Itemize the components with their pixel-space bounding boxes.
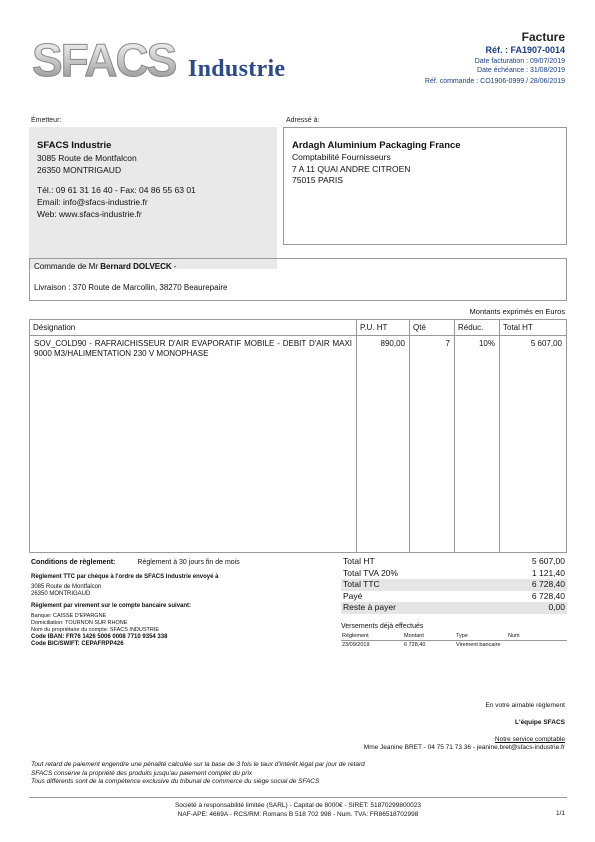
conditions-label: Conditions de règlement:: [31, 559, 116, 566]
order-box: [29, 258, 567, 301]
total-ht-row: [341, 556, 567, 568]
payments-title: Versements déjà effectués: [341, 623, 424, 630]
cheque-address-2: 26350 MONTRIGAUD: [31, 591, 91, 597]
col-unit-price: P.U. HT: [357, 320, 410, 336]
sender-web: Web: www.sfacs-industrie.fr: [37, 209, 142, 219]
payments-header: [341, 633, 567, 641]
remaining-row: [341, 602, 567, 614]
legal-line-2: SFACS conserve la propriété des produits jusqu'au paiement complet du prix: [31, 769, 253, 777]
closing-line: En votre aimable règlement: [485, 702, 565, 709]
invoice-ref: Réf. : FA1907-0014: [485, 45, 565, 55]
company-footer: [29, 797, 567, 819]
account-owner: Nom du propriétaire du compte: SFACS INDUSTRIE: [31, 627, 160, 633]
payments-col-date: Règlement: [342, 633, 369, 639]
sfacs-logo: [30, 34, 190, 84]
payments-col-amount: Montant: [404, 633, 424, 639]
order-suffix: -: [171, 262, 177, 271]
legal-line-3: Tous différents sont de la compétence exclusive du tribunal de commerce du siège social de SFACS: [31, 778, 320, 785]
recipient-line-3: 75015 PARIS: [292, 175, 343, 185]
col-total: Total HT: [500, 320, 567, 336]
recipient-name: Ardagh Aluminium Packaging France: [292, 140, 461, 151]
logo-industrie: Industrie: [188, 56, 286, 82]
team-name: L'équipe SFACS: [515, 719, 565, 726]
page-number: 1/1: [555, 810, 565, 817]
bank-domiciliation: Domiciliation: TOURNON SUR RHONE: [31, 620, 128, 626]
table-row: [341, 641, 567, 648]
iban: Code IBAN: FR76 1426 5006 0008 7710 9354 338: [31, 634, 168, 640]
total-ht-value: 5 607,00: [531, 556, 565, 566]
paid-value: 6 728,40: [531, 590, 565, 601]
total-tva-label: Total TVA 20%: [343, 567, 398, 578]
table-header-row: [30, 320, 567, 336]
recipient-line-2: 7 A 11 QUAI ANDRE CITROEN: [292, 163, 411, 174]
recipient-box: [283, 127, 567, 245]
table-row: [30, 336, 567, 553]
sender-email: Email: info@sfacs-industrie.fr: [37, 197, 148, 207]
sender-address-2: 26350 MONTRIGAUD: [37, 165, 122, 175]
item-total: 5 607,00: [500, 336, 567, 553]
legal-line-1: Tout retard de paiement engendre une pénalité calculée sur la base de 3 fois le taux d'intérêt légal par jour de retard: [31, 761, 365, 768]
invoice-due-date: Date échéance : 31/08/2019: [477, 67, 565, 74]
total-tva-value: 1 121,40: [531, 567, 565, 578]
bic: Code BIC/SWIFT: CEPAFRPP426: [31, 641, 124, 647]
conditions-value: Règlement à 30 jours fin de mois: [137, 559, 240, 566]
sender-label: Émetteur:: [31, 117, 62, 124]
col-discount: Réduc.: [455, 320, 500, 336]
recipient-label: Adressé à:: [286, 117, 320, 124]
payment-date: 23/09/2019: [342, 642, 370, 648]
accounting-contact: Mme Jeanine BRET - 04 75 71 73 36 - jeanine.bret@sfacs-industrie.fr: [363, 744, 565, 751]
payment-amount: 6 728,40: [404, 642, 426, 648]
order-ref: Réf. commande : CO1906-0999 / 28/06/2019: [424, 78, 565, 85]
payments-col-num: Num: [508, 633, 520, 639]
total-ttc-value: 6 728,40: [531, 579, 565, 589]
remaining-label: Reste à payer: [343, 602, 396, 612]
legal-notes: [31, 761, 365, 787]
item-discount: 10%: [455, 336, 500, 553]
logo-text: SFACS: [32, 34, 176, 84]
invoice-title: Facture: [521, 30, 565, 44]
footer-line-1: Société à responsabilité limitée (SARL) - Capital de 8000€ - SIRET: 51870299800023: [174, 802, 422, 809]
payment-conditions: [31, 558, 321, 648]
sender-phone: Tél.: 09 61 31 16 40 - Fax: 04 86 55 63 01: [37, 185, 196, 195]
item-qty: 7: [410, 336, 455, 553]
delivery-address: Livraison : 370 Route de Marcollin, 38270 Beaurepaire: [34, 283, 228, 292]
paid-label: Payé: [343, 590, 363, 601]
recipient-line-1: Comptabilité Fournisseurs: [292, 152, 391, 162]
payments-made: [341, 623, 567, 648]
invoice-date: Date facturation : 09/07/2019: [474, 58, 565, 65]
remaining-value: 0,00: [548, 602, 565, 612]
accounting-service: Notre service comptable: [494, 736, 565, 743]
payments-col-type: Type: [456, 633, 468, 639]
total-ht-label: Total HT: [343, 556, 375, 566]
sender-name: SFACS Industrie: [37, 140, 112, 151]
currency-note: Montants exprimés en Euros: [469, 307, 565, 316]
order-prefix: Commande de Mr: [34, 262, 101, 271]
order-line: [34, 261, 562, 272]
col-designation: Désignation: [30, 320, 357, 336]
conditions-line: [31, 558, 321, 568]
cheque-title: Règlement TTC par chèque à l'ordre de SFACS Industrie envoyé à: [31, 574, 219, 580]
paid-row: [341, 591, 567, 603]
total-ttc-row: [341, 579, 567, 591]
order-customer: Bernard DOLVECK: [100, 262, 172, 271]
col-qty: Qté: [410, 320, 455, 336]
payment-type: Virement bancaire: [456, 642, 501, 648]
totals-box: [341, 556, 567, 614]
items-table: [29, 319, 567, 553]
cheque-address-1: 3085 Route de Montfalcon: [31, 584, 102, 590]
item-unit-price: 890,00: [357, 336, 410, 553]
sender-address-1: 3085 Route de Montfalcon: [37, 153, 137, 163]
item-designation: SOV_COLD90 - RAFRAICHISSEUR D'AIR EVAPORATIF MOBILE - DEBIT D'AIR MAXI 9000 M3/HALIMENTATION 230 V MONOPHASE: [30, 336, 357, 553]
transfer-title: Règlement par virement sur le compte bancaire suivant:: [31, 603, 192, 609]
footer-line-2: NAF-APE: 4669A - RCS/RM: Romans B 518 702 998 - Num. TVA: FR86518702998: [177, 811, 419, 818]
total-ttc-label: Total TTC: [343, 579, 380, 589]
bank-name: Banque: CAISSE D'EPARGNE: [31, 613, 107, 619]
sender-box: [29, 127, 277, 269]
total-tva-row: [341, 568, 567, 580]
